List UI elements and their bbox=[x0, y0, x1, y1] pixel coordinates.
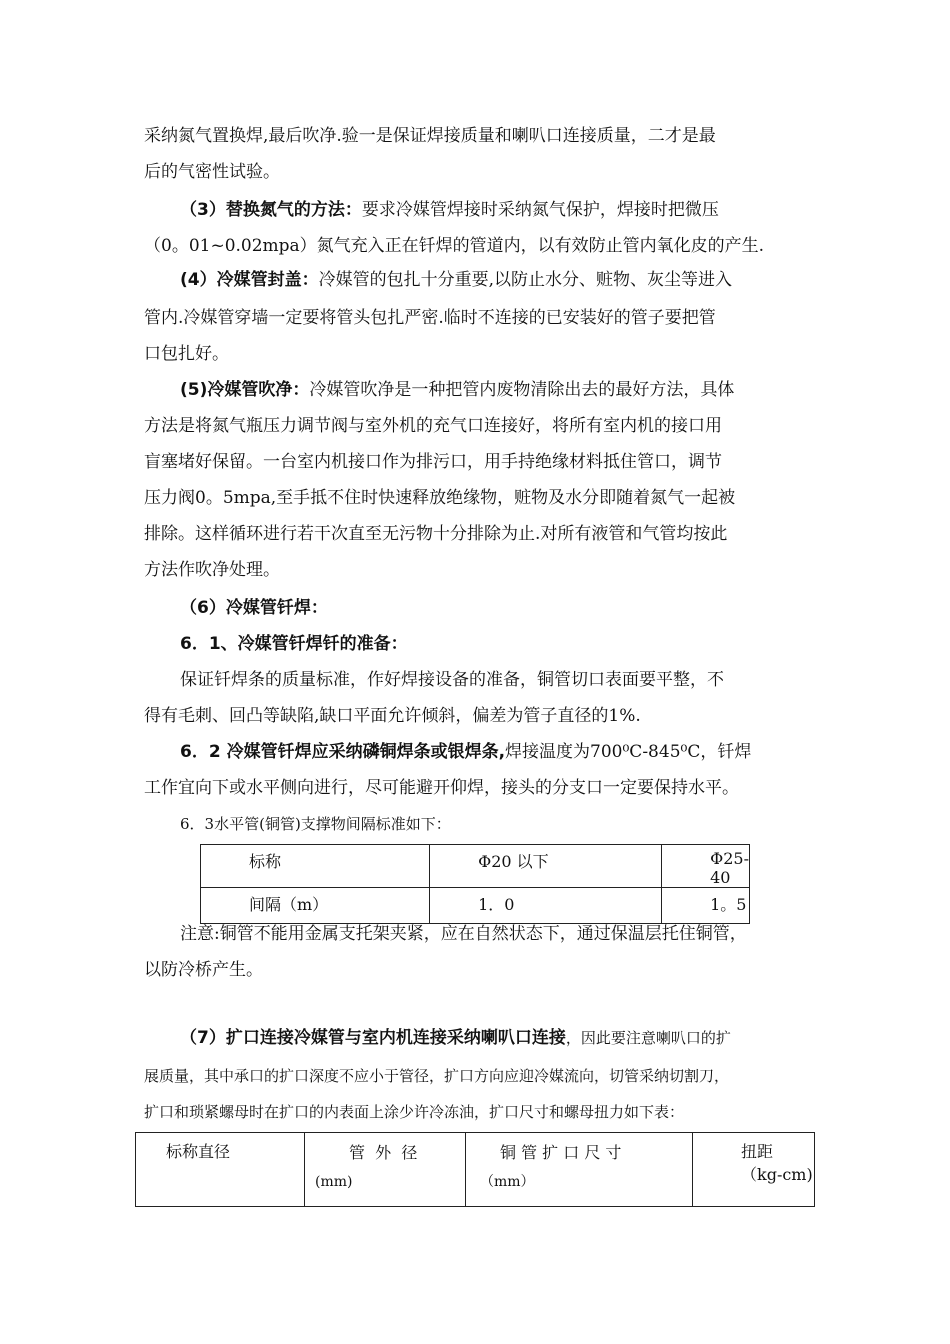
cell-text: （mm） bbox=[480, 1174, 535, 1190]
text-line: 扩口和琐紧螺母时在扩口的内表面上涂少许冷冻油，扩口尺寸和螺母扭力如下表： bbox=[144, 1103, 685, 1121]
table-row bbox=[201, 845, 750, 888]
table-cell: 间隔（m） bbox=[201, 888, 430, 924]
text-line: 工作宜向下或水平侧向进行，尽可能避开仰焊，接头的分支口一定要保持水平。 bbox=[144, 778, 739, 798]
text-line: 盲塞堵好保留。一台室内机接口作为排污口，用手持绝缘材料抵住管口，调节 bbox=[144, 452, 722, 472]
text-line: （0。01~0.02mpa）氮气充入正在钎焊的管道内，以有效防止管内氧化皮的产生. bbox=[144, 236, 765, 256]
text-line: 展质量，其中承口的扩口深度不应小于管径，扩口方向应迎冷媒流向，切管采纳切割刀， bbox=[144, 1067, 730, 1085]
section-heading: （3）替换氮气的方法： bbox=[180, 200, 362, 220]
text-line bbox=[180, 378, 734, 402]
table-row bbox=[136, 1133, 815, 1207]
support-spacing-table bbox=[200, 844, 750, 924]
cell-text: 标称直径 bbox=[166, 1142, 231, 1161]
text-line: 得有毛刺、回凸等缺陷,缺口平面允许倾斜，偏差为管子直径的1%. bbox=[144, 706, 641, 726]
text-line: 管内.冷媒管穿墙一定要将管头包扎严密.临时不连接的已安装好的管子要把管 bbox=[144, 308, 716, 328]
text-line bbox=[180, 740, 751, 764]
cell-text: 铜 管 扩 口 尺 寸 bbox=[500, 1143, 622, 1162]
text-run: 要求冷媒管焊接时采纳氮气保护，焊接时把微压 bbox=[361, 200, 719, 220]
section-heading: 6．1、冷媒管钎焊钎的准备： bbox=[180, 634, 408, 654]
cell-text: 扭距（kg-cm) bbox=[741, 1142, 813, 1184]
text-line: 压力阀0。5mpa,至手抵不住时快速释放绝缘物，赃物及水分即随着氮气一起被 bbox=[144, 488, 736, 508]
table-cell bbox=[305, 1133, 466, 1207]
section-heading: （6）冷媒管钎焊： bbox=[180, 598, 328, 618]
section-heading: （7）扩口连接冷媒管与室内机连接采纳喇叭口连接 bbox=[180, 1028, 566, 1048]
table-cell bbox=[136, 1133, 305, 1207]
table-row bbox=[201, 888, 750, 924]
table-cell: Φ20 以下 bbox=[430, 845, 662, 888]
table-cell: 1。5 bbox=[662, 888, 750, 924]
section-heading: 6．2 冷媒管钎焊应采纳磷铜焊条或银焊条, bbox=[180, 742, 506, 762]
text-line: 采纳氮气置换焊,最后吹净.验一是保证焊接质量和喇叭口连接质量，二才是最 bbox=[144, 126, 716, 146]
text-line: 保证钎焊条的质量标准，作好焊接设备的准备，铜管切口表面要平整，不 bbox=[180, 670, 724, 690]
text-run: 冷媒管的包扎十分重要,以防止水分、赃物、灰尘等进入 bbox=[318, 270, 733, 290]
text-line: 口包扎好。 bbox=[144, 344, 229, 364]
text-line bbox=[180, 1026, 731, 1050]
cell-text: (mm) bbox=[315, 1174, 353, 1190]
text-line: 6．3水平管(铜管)支撑物间隔标准如下： bbox=[180, 815, 451, 833]
text-run: 冷媒管吹净是一种把管内废物清除出去的最好方法，具体 bbox=[309, 380, 735, 400]
text-run: ，因此要注意喇叭口的扩 bbox=[565, 1029, 731, 1047]
text-line: 排除。这样循环进行若干次直至无污物十分排除为止.对所有液管和气管均按此 bbox=[144, 524, 728, 544]
section-heading: (5)冷媒管吹净： bbox=[180, 380, 310, 400]
text-line: 后的气密性试验。 bbox=[144, 162, 280, 182]
table-cell: 1．0 bbox=[430, 888, 662, 924]
section-heading: (4）冷媒管封盖： bbox=[180, 270, 319, 290]
text-line: 方法是将氮气瓶压力调节阀与室外机的充气口连接好，将所有室内机的接口用 bbox=[144, 416, 722, 436]
table-cell bbox=[693, 1133, 815, 1207]
table-cell: 标称 bbox=[201, 845, 430, 888]
table-cell: Φ25-40 bbox=[662, 845, 750, 888]
table-cell bbox=[466, 1133, 693, 1207]
text-line: 以防冷桥产生。 bbox=[144, 960, 263, 980]
text-run: 焊接温度为700⁰C-845⁰C，钎焊 bbox=[505, 742, 752, 762]
text-line: 注意:铜管不能用金属支托架夹紧，应在自然状态下，通过保温层托住铜管， bbox=[180, 924, 747, 944]
text-line: 方法作吹净处理。 bbox=[144, 560, 280, 580]
text-line bbox=[180, 198, 719, 222]
cell-text: 管 外 径 bbox=[349, 1143, 418, 1162]
flare-size-table bbox=[135, 1132, 815, 1207]
text-line bbox=[180, 268, 732, 292]
